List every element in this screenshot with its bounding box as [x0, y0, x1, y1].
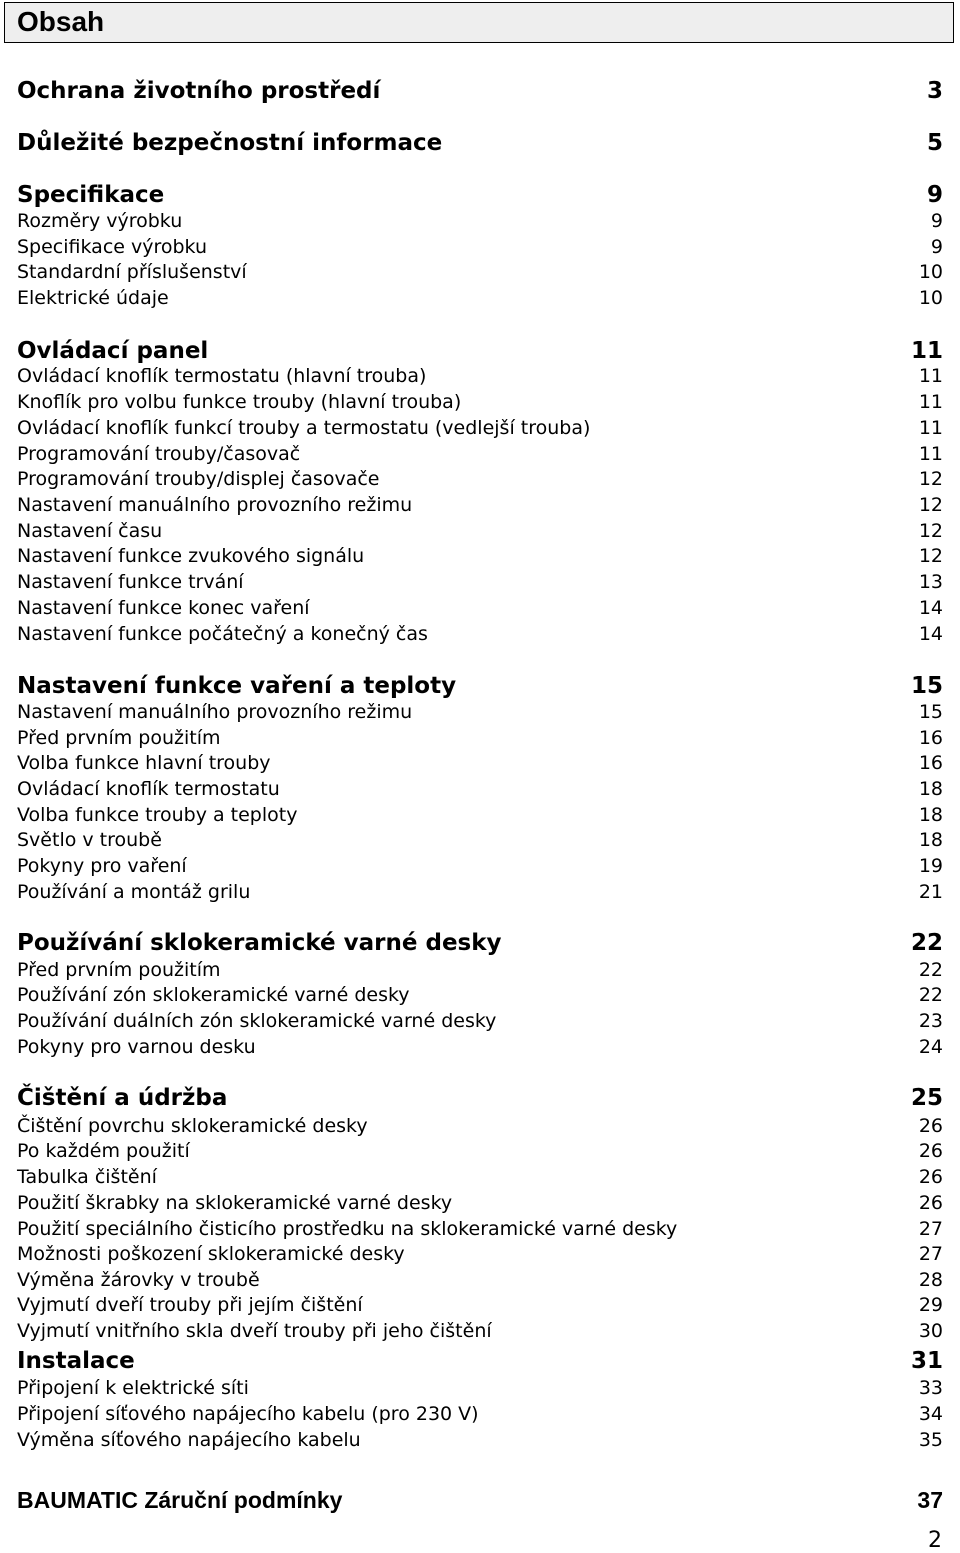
- toc-entry-label: Nastavení funkce zvukového signálu: [17, 545, 365, 567]
- toc-entry-label: Vyjmutí dveří trouby při jejím čištění: [17, 1294, 363, 1316]
- toc-entry-label: Vyjmutí vnitřního skla dveří trouby při jeho čištění: [17, 1320, 492, 1342]
- toc-entry[interactable]: [17, 443, 943, 469]
- toc-section-heading[interactable]: [17, 1085, 943, 1115]
- toc-entry-label: Pokyny pro vaření: [17, 855, 187, 877]
- toc-entry-label: Rozměry výrobku: [17, 210, 183, 232]
- toc-entry-page: 11: [910, 338, 943, 364]
- toc-entry-page: 11: [918, 391, 943, 413]
- toc-entry-page: 26: [918, 1166, 943, 1188]
- toc-entry-label: Volba funkce hlavní trouby: [17, 752, 271, 774]
- toc-entry-label: Používání zón sklokeramické varné desky: [17, 984, 410, 1006]
- toc-entry-page: 15: [910, 673, 943, 699]
- toc-entry[interactable]: [17, 1403, 943, 1429]
- toc-entry-label: Programování trouby/časovač: [17, 443, 301, 465]
- toc-entry-label: BAUMATIC Záruční podmínky: [17, 1487, 343, 1513]
- toc-entry-label: Světlo v troubě: [17, 829, 162, 851]
- toc-entry[interactable]: [17, 984, 943, 1010]
- toc-entry[interactable]: [17, 829, 943, 855]
- toc-entry[interactable]: [17, 545, 943, 571]
- toc-entry-page: 22: [918, 959, 943, 981]
- toc-entry-page: 14: [918, 597, 943, 619]
- toc-entry-page: 37: [917, 1487, 943, 1513]
- toc-entry-page: 18: [918, 778, 943, 800]
- toc-entry[interactable]: [17, 1377, 943, 1403]
- toc-entry-label: Důležité bezpečnostní informace: [17, 130, 443, 156]
- toc-entry-label: Používání a montáž grilu: [17, 881, 251, 903]
- toc-entry-label: Volba funkce trouby a teploty: [17, 804, 298, 826]
- toc-entry[interactable]: [17, 1218, 943, 1244]
- toc-entry[interactable]: [17, 261, 943, 287]
- toc-entry-page: 18: [918, 829, 943, 851]
- toc-section-heading[interactable]: [17, 673, 943, 703]
- toc-entry[interactable]: [17, 210, 943, 236]
- toc-entry-label: Elektrické údaje: [17, 287, 169, 309]
- toc-entry[interactable]: [17, 365, 943, 391]
- toc-entry-page: 16: [918, 752, 943, 774]
- toc-entry-label: Ovládací knoflík termostatu: [17, 778, 280, 800]
- toc-entry[interactable]: [17, 778, 943, 804]
- toc-entry-label: Nastavení funkce počátečný a konečný čas: [17, 623, 428, 645]
- toc-entry-page: 23: [918, 1010, 943, 1032]
- toc-entry[interactable]: [17, 494, 943, 520]
- toc-entry-page: 30: [918, 1320, 943, 1342]
- toc-entry-page: 28: [918, 1269, 943, 1291]
- toc-section-heading[interactable]: [17, 930, 943, 960]
- toc-entry[interactable]: [17, 1036, 943, 1062]
- toc-entry-page: 11: [918, 443, 943, 465]
- toc-entry[interactable]: [17, 287, 943, 313]
- toc-entry-page: 11: [918, 365, 943, 387]
- toc-entry-label: Použití speciálního čisticího prostředku na sklokeramické varné desky: [17, 1218, 678, 1240]
- toc-section-heading[interactable]: [17, 130, 943, 160]
- toc-entry-page: 22: [910, 930, 943, 956]
- toc-entry-page: 5: [926, 130, 943, 156]
- toc-entry[interactable]: [17, 417, 943, 443]
- toc-entry-label: Použití škrabky na sklokeramické varné desky: [17, 1192, 453, 1214]
- toc-entry-label: Ovládací knoflík termostatu (hlavní trouba): [17, 365, 427, 387]
- toc-entry-label: Čištění povrchu sklokeramické desky: [17, 1115, 368, 1137]
- toc-entry-page: 24: [918, 1036, 943, 1058]
- toc-entry-label: Nastavení času: [17, 520, 163, 542]
- toc-entry-label: Standardní příslušenství: [17, 261, 247, 283]
- toc-entry-page: 16: [918, 727, 943, 749]
- toc-entry-label: Připojení k elektrické síti: [17, 1377, 249, 1399]
- toc-entry[interactable]: [17, 881, 943, 907]
- toc-entry-page: 31: [910, 1348, 943, 1374]
- toc-entry[interactable]: [17, 236, 943, 262]
- toc-entry[interactable]: [17, 520, 943, 546]
- toc-entry-label: Výměna síťového napájecího kabelu: [17, 1429, 361, 1451]
- toc-entry-page: 10: [918, 287, 943, 309]
- toc-entry-page: 26: [918, 1192, 943, 1214]
- toc-entry-page: 19: [918, 855, 943, 877]
- toc-entry[interactable]: [17, 855, 943, 881]
- toc-entry[interactable]: [17, 468, 943, 494]
- toc-entry-page: 12: [918, 520, 943, 542]
- toc-entry-page: 12: [918, 545, 943, 567]
- toc-entry-page: 21: [918, 881, 943, 903]
- toc-entry-page: 14: [918, 623, 943, 645]
- toc-entry-page: 33: [918, 1377, 943, 1399]
- toc-entry-label: Programování trouby/displej časovače: [17, 468, 380, 490]
- toc-entry-label: Pokyny pro varnou desku: [17, 1036, 256, 1058]
- toc-entry[interactable]: [17, 1429, 943, 1455]
- toc-section-heading[interactable]: [17, 78, 943, 108]
- toc-entry-page: 11: [918, 417, 943, 439]
- toc-entry-label: Čištění a údržba: [17, 1085, 228, 1111]
- toc-entry-label: Nastavení manuálního provozního režimu: [17, 701, 413, 723]
- toc-entry-page: 25: [910, 1085, 943, 1111]
- toc-entry-page: 26: [918, 1140, 943, 1162]
- toc-entry-page: 9: [926, 182, 943, 208]
- toc-entry-label: Tabulka čištění: [17, 1166, 157, 1188]
- toc-entry-page: 10: [918, 261, 943, 283]
- toc-entry-page: 9: [930, 236, 943, 258]
- toc-entry[interactable]: [17, 1192, 943, 1218]
- toc-section-heading[interactable]: [17, 1348, 943, 1378]
- toc-entry-page: 13: [918, 571, 943, 593]
- toc-entry-page: 27: [918, 1243, 943, 1265]
- toc-entry-page: 12: [918, 494, 943, 516]
- toc-section-heading[interactable]: [17, 338, 943, 368]
- toc-entry-page: 29: [918, 1294, 943, 1316]
- toc-entry-label: Používání duálních zón sklokeramické varné desky: [17, 1010, 497, 1032]
- toc-entry-label: Ovládací panel: [17, 338, 209, 364]
- toc-entry[interactable]: [17, 1115, 943, 1141]
- toc-entry[interactable]: [17, 959, 943, 985]
- toc-entry-page: 34: [918, 1403, 943, 1425]
- toc-entry-label: Používání sklokeramické varné desky: [17, 930, 502, 956]
- toc-entry[interactable]: [17, 1243, 943, 1269]
- toc-entry-label: Specifikace: [17, 182, 165, 208]
- toc-entry[interactable]: [17, 623, 943, 649]
- toc-entry-label: Nastavení funkce trvání: [17, 571, 244, 593]
- toc-entry[interactable]: [17, 597, 943, 623]
- toc-entry-label: Nastavení funkce konec vaření: [17, 597, 310, 619]
- toc-entry-page: 15: [918, 701, 943, 723]
- toc-entry[interactable]: [17, 391, 943, 417]
- toc-entry-page: 26: [918, 1115, 943, 1137]
- toc-entry[interactable]: [17, 701, 943, 727]
- toc-entry-page: 3: [926, 78, 943, 104]
- toc-title-bar: [4, 2, 954, 43]
- toc-entry[interactable]: [17, 1010, 943, 1036]
- toc-entry[interactable]: [17, 571, 943, 597]
- toc-entry-page: 18: [918, 804, 943, 826]
- toc-entry-label: Nastavení funkce vaření a teploty: [17, 673, 457, 699]
- toc-entry-label: Možnosti poškození sklokeramické desky: [17, 1243, 405, 1265]
- toc-entry-label: Před prvním použitím: [17, 727, 221, 749]
- toc-entry-page: 12: [918, 468, 943, 490]
- toc-entry[interactable]: [17, 727, 943, 753]
- page-title: Obsah: [17, 6, 105, 37]
- page-number: 2: [928, 1528, 942, 1553]
- toc-section-heading[interactable]: [17, 1487, 943, 1517]
- toc-section-heading[interactable]: [17, 182, 943, 212]
- toc-entry-label: Specifikace výrobku: [17, 236, 208, 258]
- toc-entry-label: Nastavení manuálního provozního režimu: [17, 494, 413, 516]
- toc-entry[interactable]: [17, 804, 943, 830]
- toc-entry[interactable]: [17, 1140, 943, 1166]
- toc-entry-label: Knoflík pro volbu funkce trouby (hlavní trouba): [17, 391, 462, 413]
- toc-entry-label: Výměna žárovky v troubě: [17, 1269, 260, 1291]
- toc-entry-page: 35: [918, 1429, 943, 1451]
- toc-entry-label: Ochrana životního prostředí: [17, 78, 381, 104]
- toc-entry-page: 27: [918, 1218, 943, 1240]
- toc-entry-page: 9: [930, 210, 943, 232]
- toc-entry[interactable]: [17, 1166, 943, 1192]
- toc-entry-label: Po každém použití: [17, 1140, 190, 1162]
- toc-entry-page: 22: [918, 984, 943, 1006]
- toc-entry-label: Před prvním použitím: [17, 959, 221, 981]
- toc-entry[interactable]: [17, 1320, 943, 1346]
- toc-entry[interactable]: [17, 752, 943, 778]
- toc-entry[interactable]: [17, 1294, 943, 1320]
- toc-entry-label: Připojení síťového napájecího kabelu (pro 230 V): [17, 1403, 479, 1425]
- toc-entry-label: Ovládací knoflík funkcí trouby a termostatu (vedlejší trouba): [17, 417, 591, 439]
- toc-entry[interactable]: [17, 1269, 943, 1295]
- toc-entry-label: Instalace: [17, 1348, 135, 1374]
